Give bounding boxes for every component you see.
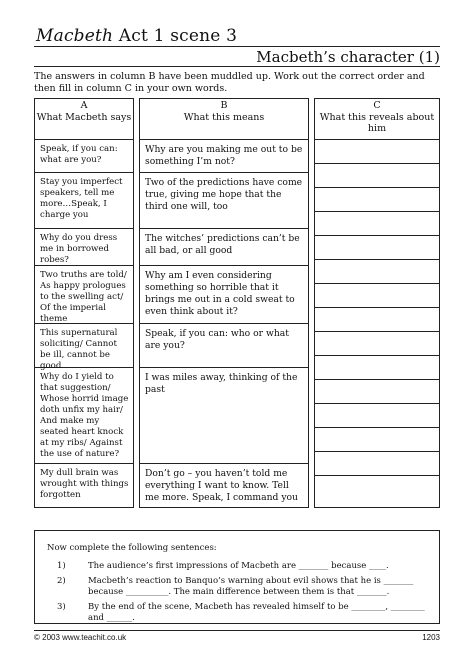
sentence-number: 3): [57, 602, 66, 612]
column-a: [34, 98, 134, 508]
answer-cell-c[interactable]: [315, 476, 439, 508]
sentence-number: 2): [57, 576, 66, 586]
column-b-letter: B: [220, 100, 228, 111]
column-b-heading: What this means: [183, 111, 265, 123]
table-cell-b: I was miles away, thinking of the past: [140, 368, 308, 464]
subtitle-rule: [34, 66, 440, 67]
table-cell-b: Why am I even considering something so horrible that it brings me out in a cold sweat to even think about it?: [140, 266, 308, 324]
sentence-text: By the end of the scene, Macbeth has revealed himself to be ________, ________ and ______.: [88, 602, 425, 623]
worksheet-title: [36, 26, 237, 46]
complete-intro: Now complete the following sentences:: [47, 543, 217, 553]
answer-cell-c[interactable]: [315, 332, 439, 356]
table-cell-b: Why are you making me out to be something I’m not?: [140, 140, 308, 173]
complete-sentences-box: [34, 530, 440, 624]
column-c: [314, 98, 440, 508]
table-cell-a: Why do I yield to that suggestion/ Whose horrid image doth unfix my hair/ And make my seated heart knock at my ribs/ Against the use of nature?: [35, 368, 133, 464]
table-cell-a: Why do you dress me in borrowed robes?: [35, 229, 133, 266]
answer-cell-c[interactable]: [315, 404, 439, 428]
answer-cell-c[interactable]: [315, 452, 439, 476]
column-c-header: [315, 99, 439, 140]
answer-cell-c[interactable]: [315, 140, 439, 164]
page-code: 1203: [422, 633, 440, 642]
answer-cell-c[interactable]: [315, 260, 439, 284]
answer-cell-c[interactable]: [315, 188, 439, 212]
instructions-text: The answers in column B have been muddled up. Work out the correct order and then fill in column C in your own words.: [34, 71, 425, 94]
column-a-heading: What Macbeth says: [36, 111, 132, 123]
answer-cell-c[interactable]: [315, 380, 439, 404]
worksheet-subtitle: Macbeth’s character (1): [256, 48, 440, 66]
header-rule: [34, 46, 440, 47]
column-c-heading: What this reveals about him: [319, 111, 435, 134]
answer-cell-c[interactable]: [315, 164, 439, 188]
column-a-header: [35, 99, 133, 140]
table-cell-a: My dull brain was wrought with things forgotten: [40, 468, 129, 500]
play-title: Macbeth: [36, 26, 114, 46]
column-b-header: [140, 99, 308, 140]
table-cell-b: Speak, if you can: who or what are you?: [140, 324, 308, 368]
table-cell-a: Stay you imperfect speakers, tell me more…Speak, I charge you: [35, 173, 133, 229]
table-cell-b: Don’t go – you haven’t told me everything I want to know. Tell me more. Speak, I command you: [145, 468, 298, 503]
answer-cell-c[interactable]: [315, 356, 439, 380]
table-cell-a: This supernatural soliciting/ Cannot be ill, cannot be good: [35, 324, 133, 368]
column-b: [139, 98, 309, 508]
scene-label: Act 1 scene 3: [113, 26, 238, 46]
table-cell-b: Two of the predictions have come true, giving me hope that the third one will, too: [140, 173, 308, 229]
sentence-text: Macbeth’s reaction to Banquo’s warning about evil shows that he is _______ because __________. The main difference between them is that _______.: [88, 576, 414, 597]
answer-cell-c[interactable]: [315, 212, 439, 236]
sentence-text: The audience’s first impressions of Macbeth are _______ because ____.: [88, 561, 389, 571]
copyright-text: © 2003 www.teachit.co.uk: [34, 633, 127, 642]
sentence-number: 1): [57, 561, 66, 571]
answer-cell-c[interactable]: [315, 284, 439, 308]
answer-cell-c[interactable]: [315, 308, 439, 332]
footer: [34, 630, 440, 642]
table-cell-a: Two truths are told/ As happy prologues to the swelling act/ Of the imperial theme: [35, 266, 133, 324]
answer-cell-c[interactable]: [315, 428, 439, 452]
answer-cell-c[interactable]: [315, 236, 439, 260]
column-a-letter: A: [80, 100, 88, 111]
column-c-letter: C: [373, 100, 381, 111]
table-cell-b: The witches’ predictions can’t be all bad, or all good: [140, 229, 308, 266]
table-cell-a: Speak, if you can: what are you?: [35, 140, 133, 173]
